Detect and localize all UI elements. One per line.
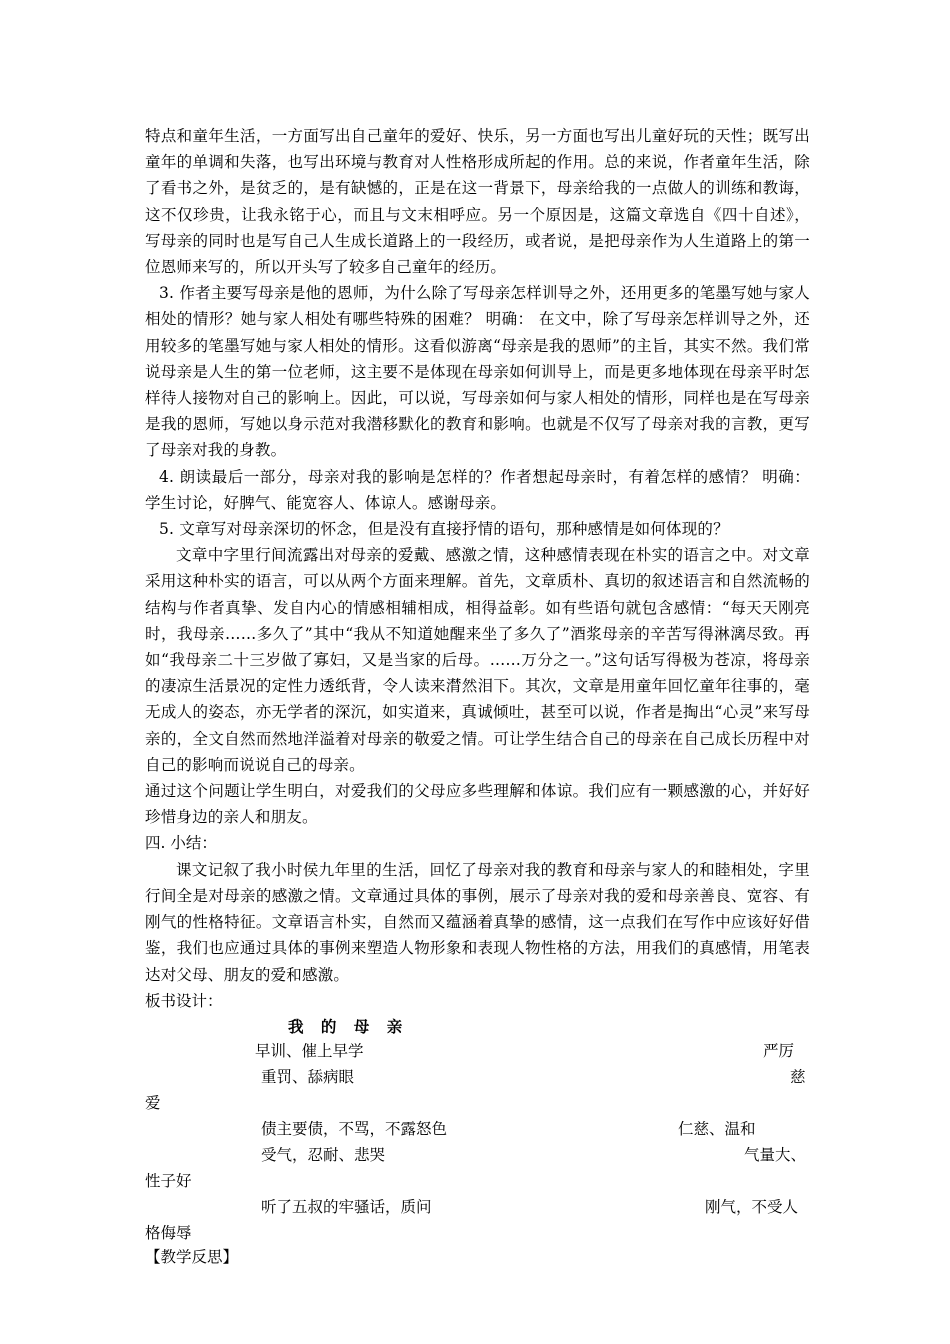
board-row3-right: 仁慈、温和	[678, 1119, 756, 1138]
board-row1-left: 早训、催上早学	[255, 1041, 364, 1060]
board-row5-wrap: 格侮辱	[145, 1223, 192, 1242]
board-title: 我 的 母 亲	[288, 1016, 409, 1036]
board-row2-left: 重罚、舔病眼	[261, 1067, 355, 1086]
board-row1-right: 严厉	[763, 1041, 795, 1060]
board-design	[145, 1014, 810, 1244]
question-5: 5. 文章写对母亲深切的怀念，但是没有直接抒情的语句，那种感情是如何体现的？	[159, 520, 729, 539]
document-body	[145, 123, 810, 1270]
question-4: 4. 朗读最后一部分，母亲对我的影响是怎样的？作者想起母亲时，有着怎样的感情？ 明确：学生讨论，好脾气、能宽容人、体谅人。感谢母亲。	[145, 467, 810, 512]
answer-5: 文章中字里行间流露出对母亲的爱戴、感激之情，这种感情表现在朴实的语言之中。对文章采用这种朴实的语言，可以从两个方面来理解。首先，文章质朴、真切的叙述语言和自然流畅的结构与作者真挚、发自内心的情感相辅相成，相得益彰。如有些语句就包含感情：“每天天刚亮时，我母亲……多久了”其中“我从不知道她醒来坐了多久了”酒浆母亲的辛苦写得淋漓尽致。再如“我母亲二十三岁做了寡妇，又是当家的后母。……万分之一。”这句话写得极为苍凉，将母亲的凄凉生活景况的定性力透纸背，令人读来潸然泪下。其次，文章是用童年回忆童年往事的，毫无成人的姿态，亦无学者的深沉，如实道来，真诚倾吐，甚至可以说，作者是掏出“心灵”来写母亲的，全文自然而然地洋溢着对母亲的敬爱之情。可让学生结合自己的母亲在自己成长历程中对自己的影响而说说自己的母亲。	[145, 546, 810, 774]
board-row4-right: 气量大、	[744, 1145, 807, 1164]
summary-heading: 四. 小结：	[145, 834, 217, 853]
board-row2-right: 慈	[790, 1067, 806, 1086]
board-row4-left: 受气，忍耐、悲哭	[261, 1145, 386, 1164]
conclusion-paragraph: 通过这个问题让学生明白，对爱我们的父母应多些理解和体谅。我们应有一颗感激的心，并好好珍惜身边的亲人和朋友。	[145, 782, 810, 827]
reflection-heading: 【教学反思】	[145, 1247, 239, 1266]
paragraph-childhood: 特点和童年生活，一方面写出自己童年的爱好、快乐，另一方面也写出儿童好玩的天性；既写出童年的单调和失落，也写出环境与教育对人性格形成所起的作用。总的来说，作者童年生活，除了看书之外，是贫乏的，是有缺憾的，正是在这一背景下，母亲给我的一点做人的训练和教诲，这不仅珍贵，让我永铭于心，而且与文末相呼应。另一个原因是，这篇文章选自《四十自述》，写母亲的同时也是写自己人生成长道路上的一段经历，或者说，是把母亲作为人生道路上的第一位恩师来写的，所以开头写了较多自己童年的经历。	[145, 127, 810, 277]
board-row3-left: 债主要债，不骂，不露怒色	[261, 1119, 448, 1138]
board-row5-left: 听了五叔的牢骚话，质问	[261, 1197, 432, 1216]
question-3: 3. 作者主要写母亲是他的恩师，为什么除了写母亲怎样训导之外，还用更多的笔墨写她与家人相处的情形？她与家人相处有哪些特殊的困难？ 明确： 在文中，除了写母亲怎样训导之外，还用较多的笔墨写她与家人相处的情形。这看似游离“母亲是我的恩师”的主旨，其实不然。我们常说母亲是人生的第一位老师，这主要不是体现在母亲如何训导上，而是更多地体现在母亲平时怎样待人接物对自己的影响上。因此，可以说，写母亲如何与家人相处的情形，同样也是在写母亲是我的恩师，写她以身示范对我潜移默化的教育和影响。也就是不仅写了母亲对我的言教，更写了母亲对我的身教。	[145, 284, 810, 460]
board-row2-wrap: 爱	[145, 1093, 161, 1112]
summary-paragraph: 课文记叙了我小时侯九年里的生活，回忆了母亲对我的教育和母亲与家人的和睦相处，字里行间全是对母亲的感激之情。文章通过具体的事例，展示了母亲对我的爱和母亲善良、宽容、有刚气的性格特征。文章语言朴实，自然而又蕴涵着真挚的感情，这一点我们在写作中应该好好借鉴，我们也应通过具体的事例来塑造人物形象和表现人物性格的方法，用我们的真感情，用笔表达对父母、朋友的爱和感激。	[145, 860, 810, 984]
board-design-heading: 板书设计：	[145, 991, 223, 1010]
board-row5-right: 刚气，不受人	[705, 1197, 799, 1216]
board-row4-wrap: 性子好	[145, 1171, 192, 1190]
